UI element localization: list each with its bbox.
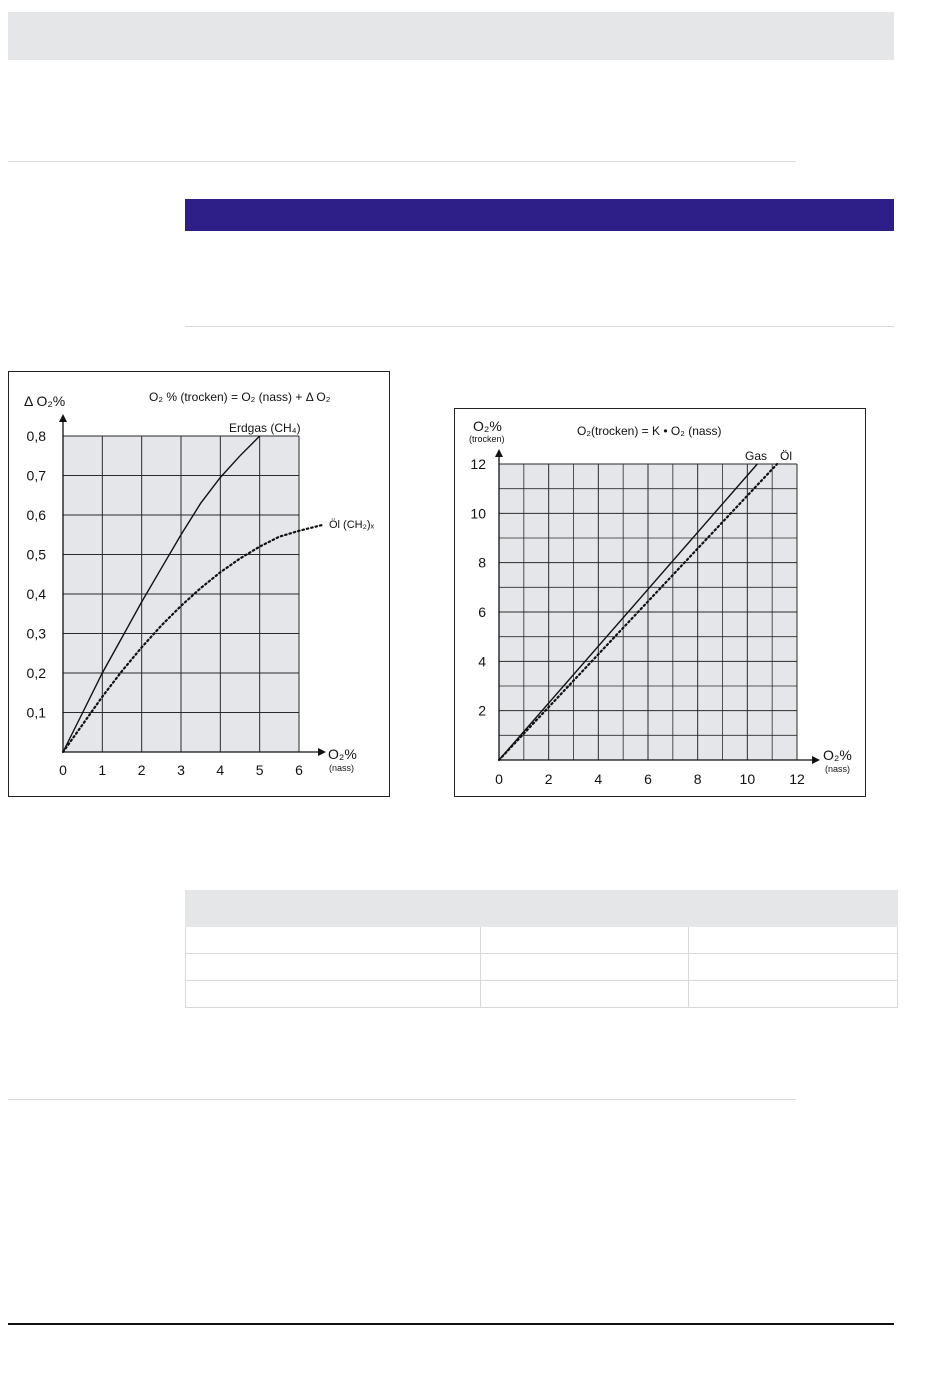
- x-tick-label: 6: [644, 771, 652, 787]
- x-tick-label: 5: [255, 762, 264, 778]
- x-tick-label: 8: [693, 771, 702, 787]
- series-label-erdgas: Erdgas (CH₄): [229, 421, 301, 435]
- data-table: [185, 890, 898, 1008]
- y-tick-label: 0,8: [26, 428, 46, 444]
- y-tick-label: 4: [478, 653, 486, 670]
- y-tick-label: 0,1: [26, 704, 46, 721]
- table-header-cell: [186, 891, 481, 927]
- table-row: [186, 954, 898, 981]
- x-tick-label: 4: [216, 762, 225, 778]
- x-tick-label: 1: [98, 762, 107, 778]
- y-tick-label: 8: [478, 554, 486, 571]
- table-cell: [481, 954, 689, 981]
- y-tick-label: 0,2: [26, 665, 46, 681]
- x-tick-label: 12: [789, 771, 805, 787]
- section-title-bar: [185, 199, 894, 231]
- x-axis-sublabel: (nass): [329, 763, 355, 773]
- x-tick-label: 3: [177, 762, 185, 778]
- x-axis-label: O₂%: [823, 747, 852, 763]
- series-label-oel: Öl: [780, 449, 792, 463]
- x-axis-arrow: [812, 756, 820, 764]
- y-tick-label: 0,5: [26, 546, 46, 563]
- chart-delta-o2-frame: [8, 371, 390, 797]
- chart-o2-dry-wet: [455, 409, 865, 796]
- y-tick-label: 0,6: [26, 507, 46, 523]
- y-tick-label: 6: [478, 604, 486, 620]
- x-tick-label: 10: [739, 771, 756, 787]
- table-row: [186, 927, 898, 954]
- table-cell: [689, 927, 898, 954]
- y-tick-label: 12: [470, 456, 486, 472]
- chart-o2-dry-wet-frame: [454, 408, 866, 797]
- chart-formula: O₂(trocken) = K • O₂ (nass): [577, 424, 722, 438]
- table-cell: [186, 981, 481, 1008]
- footer-rule: [8, 1323, 894, 1325]
- y-tick-label: 0,7: [26, 467, 46, 484]
- x-tick-label: 2: [137, 762, 146, 778]
- divider: [8, 1099, 796, 1100]
- y-axis-arrow: [59, 414, 67, 422]
- x-tick-label: 4: [594, 771, 603, 787]
- x-tick-label: 0: [495, 771, 503, 787]
- chart-delta-o2: [9, 372, 389, 796]
- divider: [185, 326, 894, 327]
- table-header-row: [186, 891, 898, 927]
- y-tick-label: 0,4: [26, 586, 46, 602]
- y-tick-label: 0,3: [26, 625, 46, 642]
- header-bar: [8, 12, 894, 60]
- series-label-oel: Öl (CH₂)ₓ: [329, 519, 375, 531]
- table-header-cell: [689, 891, 898, 927]
- y-axis-sublabel: (trocken): [469, 434, 505, 444]
- x-axis-arrow: [318, 748, 326, 756]
- x-tick-label: 2: [544, 771, 553, 787]
- x-axis-label: O₂%: [328, 746, 357, 762]
- y-tick-label: 10: [470, 505, 486, 522]
- series-label-gas: Gas: [745, 449, 768, 463]
- y-axis-label: O₂%: [473, 418, 502, 434]
- table-header-cell: [481, 891, 689, 927]
- table-cell: [689, 981, 898, 1008]
- divider: [8, 161, 796, 162]
- x-axis-sublabel: (nass): [825, 764, 851, 774]
- y-tick-label: 2: [478, 702, 486, 719]
- chart-formula: O₂ % (trocken) = O₂ (nass) + Δ O₂: [149, 390, 331, 404]
- x-tick-label: 0: [59, 762, 67, 778]
- table-cell: [186, 927, 481, 954]
- table-row: [186, 981, 898, 1008]
- y-axis-label: Δ O₂%: [24, 393, 66, 409]
- x-tick-label: 6: [295, 762, 303, 778]
- y-axis-arrow: [495, 449, 503, 457]
- table-cell: [481, 927, 689, 954]
- table-cell: [689, 954, 898, 981]
- table-cell: [186, 954, 481, 981]
- table-cell: [481, 981, 689, 1008]
